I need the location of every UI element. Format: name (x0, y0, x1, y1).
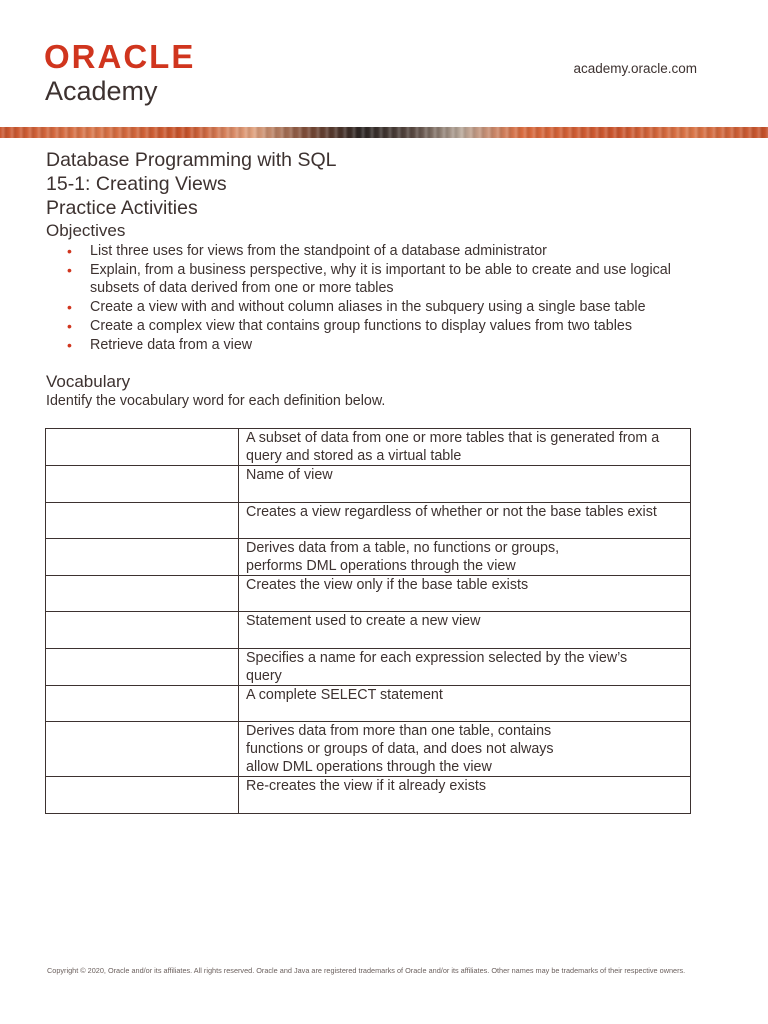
definition-text-cont: functions or groups of data, and does not always (246, 741, 554, 757)
objective-item (46, 336, 726, 354)
lesson-title: 15-1: Creating Views (46, 173, 227, 195)
bullet-icon: • (67, 318, 72, 334)
objective-text: Create a complex view that contains group functions to display values from two tables (90, 318, 632, 334)
definition-text: Derives data from more than one table, contains (246, 723, 552, 739)
definition-cell (239, 539, 691, 576)
definition-cell (239, 503, 691, 539)
term-cell[interactable] (46, 612, 239, 649)
section-title: Practice Activities (46, 197, 198, 219)
objective-text: Retrieve data from a view (90, 337, 253, 353)
table-row (46, 686, 691, 722)
term-cell[interactable] (46, 576, 239, 612)
vocabulary-table (45, 428, 691, 814)
table-row (46, 722, 691, 777)
table-row (46, 429, 691, 466)
objective-text: List three uses for views from the standpoint of a database administrator (90, 243, 547, 259)
definition-text: Specifies a name for each expression selected by the view’s (246, 650, 628, 666)
definition-text: Re-creates the view if it already exists (246, 778, 486, 794)
course-title: Database Programming with SQL (46, 149, 337, 171)
table-row (46, 503, 691, 539)
vocabulary-heading: Vocabulary (46, 372, 131, 391)
copyright-notice: Copyright © 2020, Oracle and/or its affiliates. All rights reserved. Oracle and Java are registered trademarks of Oracle and/or its affiliates. Other names may be trademarks of their respective owners. (47, 966, 686, 975)
table-row (46, 777, 691, 814)
vocabulary-intro: Identify the vocabulary word for each definition below. (46, 393, 386, 409)
objective-item (46, 298, 726, 316)
definition-cell (239, 777, 691, 814)
bullet-icon: • (67, 299, 72, 315)
objective-item (46, 317, 726, 335)
objective-item (46, 242, 726, 260)
term-cell[interactable] (46, 503, 239, 539)
bullet-icon: • (67, 262, 72, 278)
term-cell[interactable] (46, 539, 239, 576)
table-row (46, 539, 691, 576)
definition-text: Creates a view regardless of whether or not the base tables exist (246, 504, 657, 520)
table-row (46, 466, 691, 503)
academy-logo-text: Academy (45, 76, 158, 106)
definition-text: Statement used to create a new view (246, 613, 481, 629)
definition-text: Derives data from a table, no functions or groups, (246, 540, 560, 556)
objective-text: Explain, from a business perspective, why it is important to be able to create and use logical (90, 262, 671, 278)
definition-text: Name of view (246, 467, 333, 483)
definition-cell (239, 649, 691, 686)
table-row (46, 576, 691, 612)
definition-text: A subset of data from one or more tables that is generated from a (246, 430, 660, 446)
objectives-heading: Objectives (46, 221, 126, 240)
definition-text-cont: performs DML operations through the view (246, 558, 516, 574)
site-url-link[interactable]: academy.oracle.com (573, 61, 697, 76)
term-cell[interactable] (46, 777, 239, 814)
table-row (46, 612, 691, 649)
header-banner-texture (0, 127, 768, 138)
term-cell[interactable] (46, 429, 239, 466)
term-cell[interactable] (46, 649, 239, 686)
table-row (46, 649, 691, 686)
term-cell[interactable] (46, 686, 239, 722)
definition-cell (239, 429, 691, 466)
definition-text: Creates the view only if the base table exists (246, 577, 529, 593)
definition-text: A complete SELECT statement (246, 687, 443, 703)
definition-text-cont: query and stored as a virtual table (246, 448, 462, 464)
definition-cell (239, 686, 691, 722)
definition-cell (239, 466, 691, 503)
definition-text-cont: allow DML operations through the view (246, 759, 492, 775)
bullet-icon: • (67, 243, 72, 259)
objective-text-cont: subsets of data derived from one or more tables (90, 280, 394, 296)
definition-cell (239, 612, 691, 649)
definition-text-cont: query (246, 668, 282, 684)
objectives-list (46, 242, 726, 355)
definition-cell (239, 722, 691, 777)
term-cell[interactable] (46, 466, 239, 503)
term-cell[interactable] (46, 722, 239, 777)
objective-item (46, 261, 726, 297)
definition-cell (239, 576, 691, 612)
oracle-logo: ORACLE (44, 38, 196, 75)
objective-text: Create a view with and without column aliases in the subquery using a single base table (90, 299, 646, 315)
bullet-icon: • (67, 337, 72, 353)
